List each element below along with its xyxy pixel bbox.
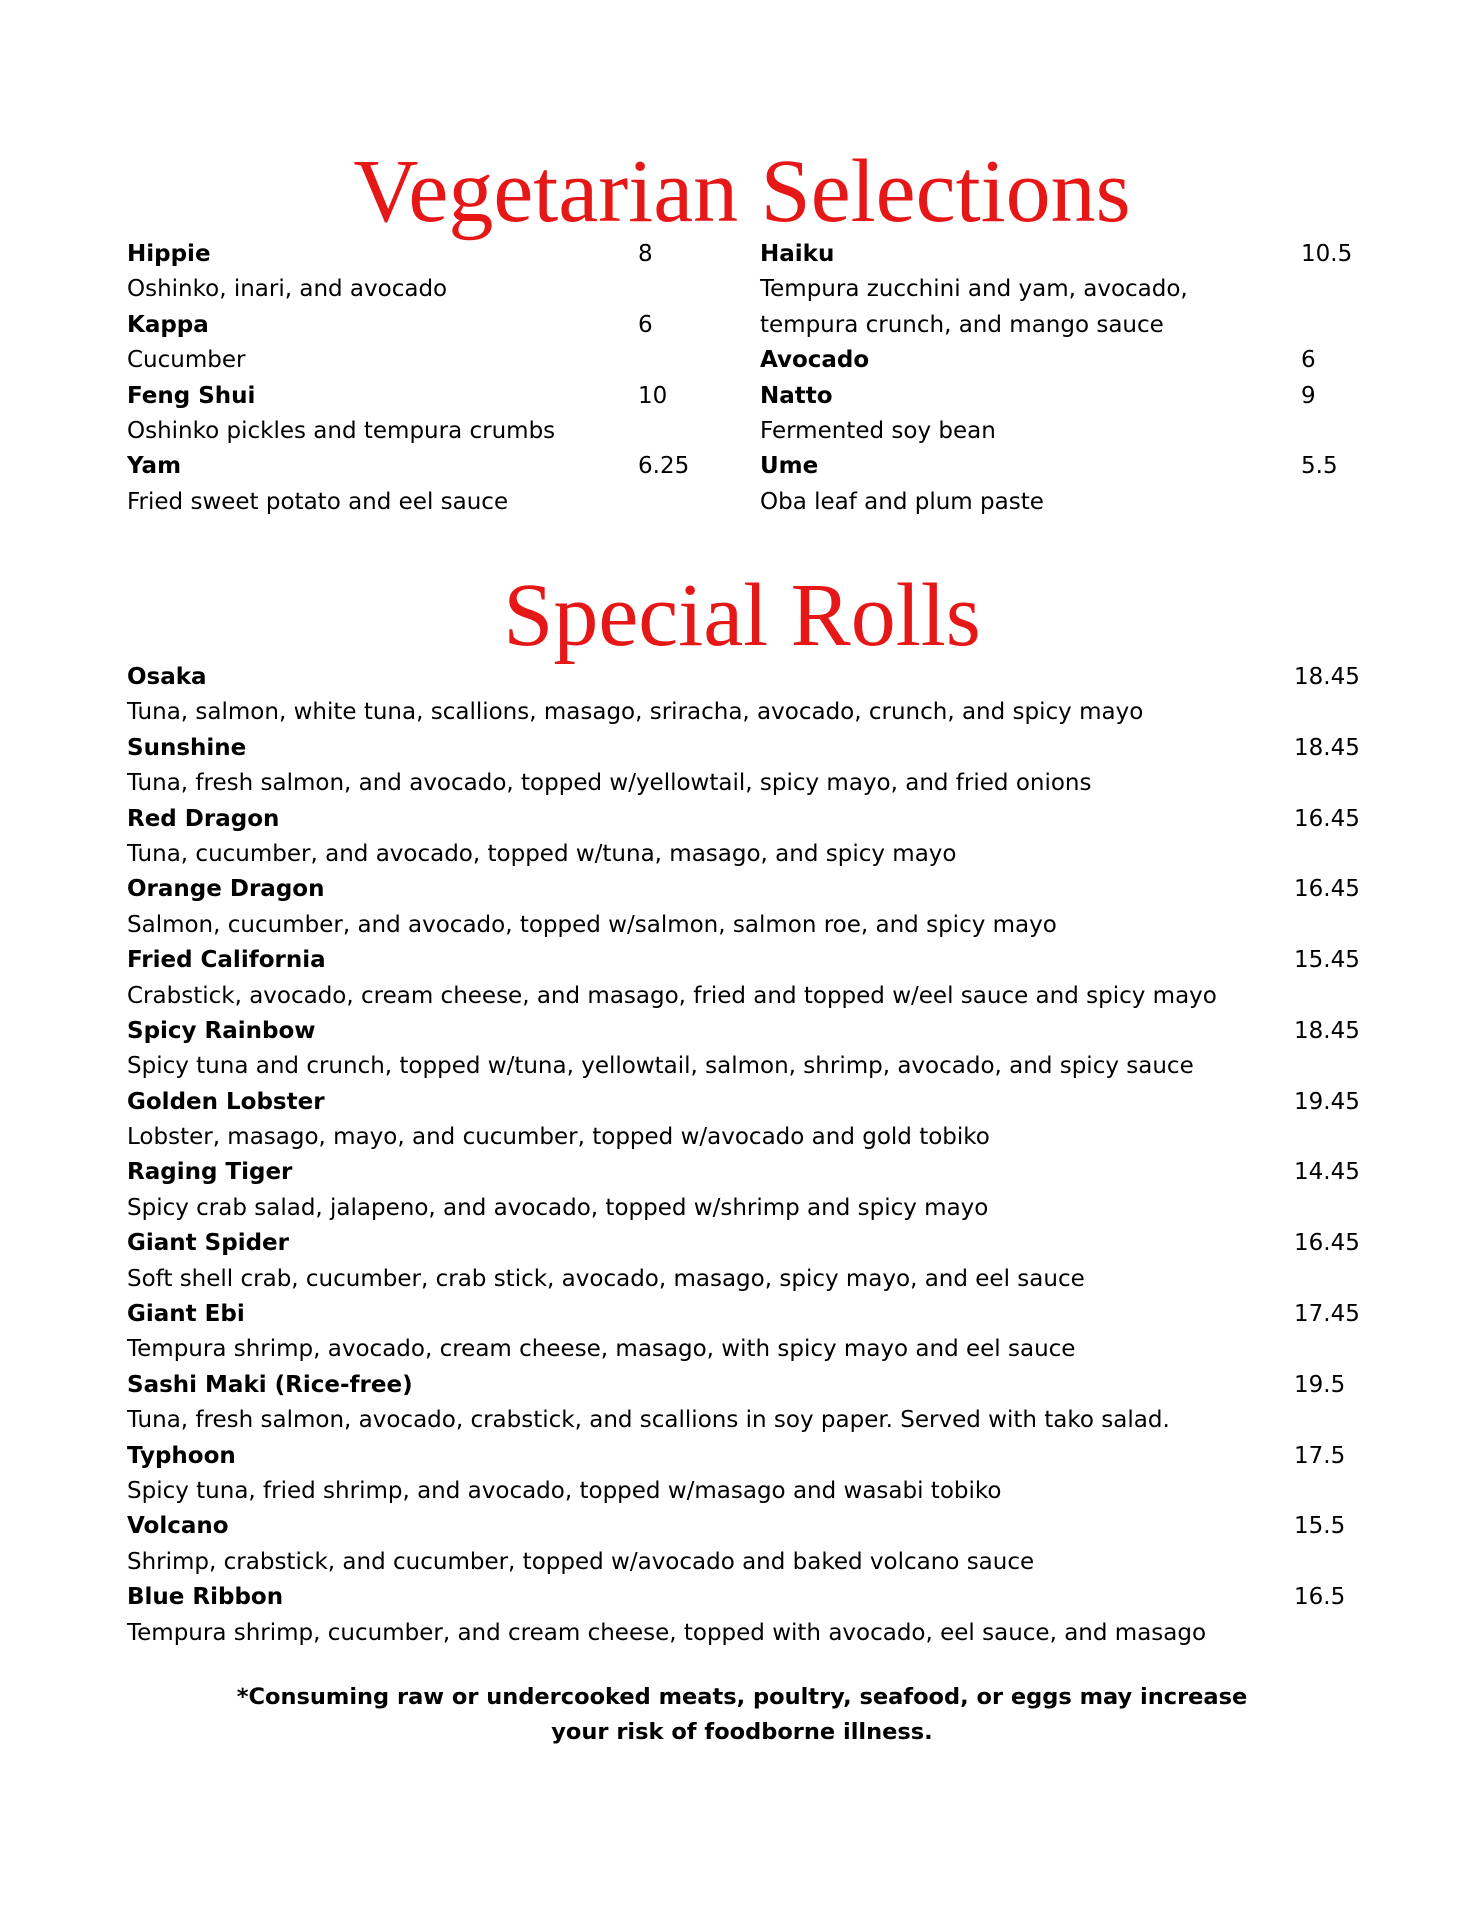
menu-item-row xyxy=(127,237,687,272)
menu-item-row xyxy=(127,1085,1360,1120)
item-name: Avocado xyxy=(760,347,870,374)
item-price: 8 xyxy=(638,241,653,267)
item-price: 6 xyxy=(1301,347,1316,374)
item-name: Giant Ebi xyxy=(127,1301,245,1328)
food-safety-disclaimer xyxy=(0,1680,1484,1750)
item-price: 5.5 xyxy=(1301,453,1338,480)
item-description: Tempura zucchini and yam, avocado, xyxy=(760,276,1188,303)
item-description: Oshinko, inari, and avocado xyxy=(127,276,448,303)
special-rolls-list xyxy=(127,660,1360,1651)
item-description: Lobster, masago, mayo, and cucumber, topped w/avocado and gold tobiko xyxy=(127,1124,990,1151)
item-description: Shrimp, crabstick, and cucumber, topped w/avocado and baked volcano sauce xyxy=(127,1548,1035,1575)
item-name: Haiku xyxy=(760,241,835,267)
menu-item-row xyxy=(760,379,1360,414)
menu-item-row xyxy=(127,379,687,414)
vegetarian-heading: Vegetarian Selections xyxy=(353,142,1131,241)
menu-item-row xyxy=(127,308,687,343)
item-name: Golden Lobster xyxy=(127,1088,325,1115)
item-description: Cucumber xyxy=(127,347,246,374)
menu-item-row xyxy=(760,237,1360,272)
item-price: 15.5 xyxy=(1294,1513,1346,1540)
menu-item-row xyxy=(760,343,1360,378)
menu-item-row xyxy=(127,660,1360,695)
item-name: Typhoon xyxy=(127,1442,236,1469)
item-price: 6.25 xyxy=(638,453,690,480)
item-name: Ume xyxy=(760,453,819,480)
item-price: 10.5 xyxy=(1301,241,1353,267)
item-description: Spicy tuna, fried shrimp, and avocado, topped w/masago and wasabi tobiko xyxy=(127,1477,1002,1504)
item-price: 17.45 xyxy=(1294,1301,1360,1328)
menu-item-row xyxy=(127,1509,1357,1544)
item-price: 6 xyxy=(638,311,653,338)
item-name: Raging Tiger xyxy=(127,1159,293,1186)
item-description: Soft shell crab, cucumber, crab stick, avocado, masago, spicy mayo, and eel sauce xyxy=(127,1265,1085,1292)
menu-item-row xyxy=(127,1580,1357,1615)
item-price: 19.5 xyxy=(1294,1371,1346,1398)
disclaimer-line-2: your risk of foodborne illness. xyxy=(551,1719,933,1745)
item-name: Kappa xyxy=(127,311,209,338)
item-price: 16.45 xyxy=(1294,1230,1360,1257)
item-name: Yam xyxy=(127,453,182,480)
vegetarian-left-column xyxy=(127,237,690,520)
disclaimer-line-1: *Consuming raw or undercooked meats, poultry, seafood, or eggs may increase xyxy=(236,1684,1248,1710)
item-price: 18.45 xyxy=(1294,1017,1360,1044)
item-price: 16.5 xyxy=(1294,1584,1346,1611)
item-description: Tempura shrimp, avocado, cream cheese, masago, with spicy mayo and eel sauce xyxy=(127,1336,1076,1363)
menu-item-row xyxy=(760,449,1360,484)
item-description: Salmon, cucumber, and avocado, topped w/salmon, salmon roe, and spicy mayo xyxy=(127,911,1057,938)
item-price: 18.45 xyxy=(1294,734,1360,761)
item-name: Osaka xyxy=(127,664,207,690)
item-name: Hippie xyxy=(127,241,211,267)
menu-item-row xyxy=(127,1439,1357,1474)
item-name: Red Dragon xyxy=(127,805,280,832)
item-price: 17.5 xyxy=(1294,1442,1346,1469)
item-price: 9 xyxy=(1301,382,1316,409)
item-price: 10 xyxy=(638,382,668,409)
item-description: Fermented soy bean xyxy=(760,417,996,444)
item-name: Blue Ribbon xyxy=(127,1584,284,1611)
item-description: Oba leaf and plum paste xyxy=(760,488,1044,515)
item-description: Tempura shrimp, cucumber, and cream cheese, topped with avocado, eel sauce, and masago xyxy=(127,1619,1207,1646)
menu-item-row xyxy=(127,731,1360,766)
item-name: Spicy Rainbow xyxy=(127,1017,316,1044)
menu-item-row xyxy=(127,1014,1360,1049)
item-price: 14.45 xyxy=(1294,1159,1360,1186)
menu-item-row xyxy=(127,802,1360,837)
item-description: Spicy tuna and crunch, topped w/tuna, yellowtail, salmon, shrimp, avocado, and spicy sauce xyxy=(127,1053,1194,1080)
menu-item-row xyxy=(127,1368,1357,1403)
menu-item-row xyxy=(127,1226,1360,1261)
menu-item-row xyxy=(127,449,690,484)
item-description: Tuna, fresh salmon, and avocado, topped w/yellowtail, spicy mayo, and fried onions xyxy=(127,770,1092,797)
item-price: 19.45 xyxy=(1294,1088,1360,1115)
item-name: Volcano xyxy=(127,1513,229,1540)
item-name: Natto xyxy=(760,382,833,409)
menu-item-row xyxy=(127,1297,1360,1332)
menu-item-row xyxy=(127,872,1360,907)
item-name: Feng Shui xyxy=(127,382,256,409)
item-price: 18.45 xyxy=(1294,664,1360,690)
item-description: Spicy crab salad, jalapeno, and avocado, topped w/shrimp and spicy mayo xyxy=(127,1194,989,1221)
item-name: Orange Dragon xyxy=(127,876,325,903)
menu-item-row xyxy=(127,943,1360,978)
item-name: Sunshine xyxy=(127,734,247,761)
item-price: 16.45 xyxy=(1294,876,1360,903)
item-description: Crabstick, avocado, cream cheese, and masago, fried and topped w/eel sauce and spicy mayo xyxy=(127,982,1217,1009)
item-price: 16.45 xyxy=(1294,805,1360,832)
item-description: Tuna, fresh salmon, avocado, crabstick, and scallions in soy paper. Served with tako salad. xyxy=(127,1407,1170,1434)
item-name: Fried California xyxy=(127,947,326,974)
item-description: Oshinko pickles and tempura crumbs xyxy=(127,417,556,444)
item-description: Tuna, cucumber, and avocado, topped w/tuna, masago, and spicy mayo xyxy=(127,840,957,867)
special-rolls-heading: Special Rolls xyxy=(503,566,981,665)
item-description: Fried sweet potato and eel sauce xyxy=(127,488,509,515)
item-description: tempura crunch, and mango sauce xyxy=(760,311,1164,338)
item-description: Tuna, salmon, white tuna, scallions, masago, sriracha, avocado, crunch, and spicy mayo xyxy=(127,699,1144,726)
item-name: Giant Spider xyxy=(127,1230,289,1257)
menu-item-row xyxy=(127,1155,1360,1190)
item-price: 15.45 xyxy=(1294,947,1360,974)
item-name: Sashi Maki (Rice-free) xyxy=(127,1371,413,1398)
vegetarian-right-column xyxy=(760,237,1360,520)
